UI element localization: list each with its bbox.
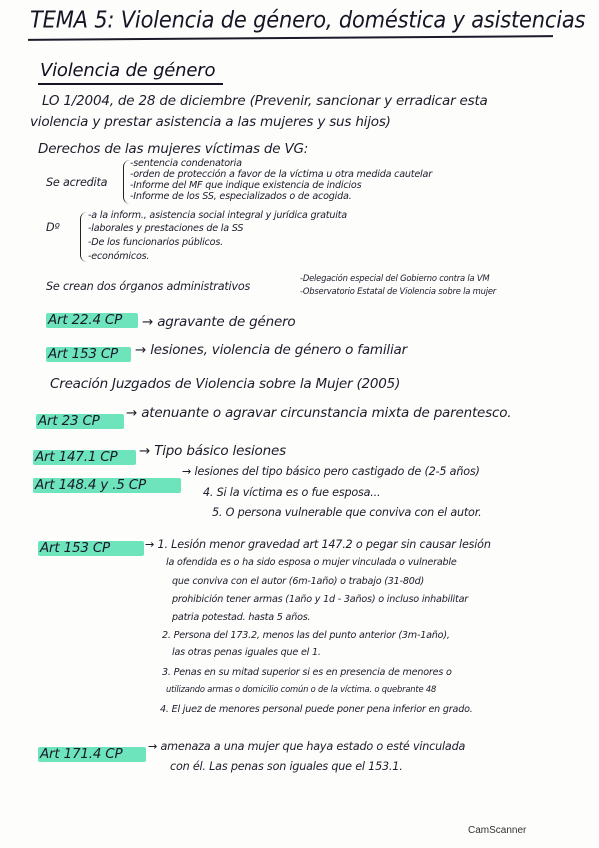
section-title-underline (38, 83, 223, 85)
art153-line: 3. Penas en su mitad superior si es en presencia de menores o (162, 667, 452, 678)
scanner-watermark: CamScanner (468, 825, 527, 836)
page-title: TEMA 5: Violencia de género, doméstica y asistencias (30, 7, 586, 33)
organos-item: -Observatorio Estatal de Violencia sobre la mujer (300, 286, 497, 296)
se-acredita-item: -orden de protección a favor de la víctima u otra medida cautelar (130, 169, 432, 180)
article-text-148-line: 4. Si la víctima es o fue esposa... (203, 486, 381, 499)
article-tag-171-4: Art 171.4 CP (40, 746, 123, 762)
derechos-brace (80, 212, 87, 262)
intro-line-1: LO 1/2004, de 28 de diciembre (Prevenir, sancionar y erradicar esta (42, 93, 488, 109)
derechos-item: -laborales y prestaciones de la SS (88, 223, 244, 234)
se-acredita-item: -sentencia condenatoria (130, 158, 242, 169)
se-acredita-item: -Informe de los SS, especializados o de acogida. (130, 191, 352, 202)
article-tag-23: Art 23 CP (38, 413, 100, 429)
organos-label: Se crean dos órganos administrativos (46, 280, 251, 293)
art153-line: 4. El juez de menores personal puede poner pena inferior en grado. (160, 704, 473, 715)
derechos-item: -De los funcionarios públicos. (88, 237, 224, 248)
article-tag-22-4: Art 22.4 CP (48, 312, 123, 328)
art153-line: prohibición tener armas (1año y 1d - 3años) o incluso inhabilitar (172, 594, 468, 605)
creacion-line: Creación Juzgados de Violencia sobre la Mujer (2005) (50, 376, 401, 392)
article-tag-147-1: Art 147.1 CP (35, 449, 118, 465)
derechos-item: -económicos. (88, 251, 150, 262)
art153-line: → 1. Lesión menor gravedad art 147.2 o pegar sin causar lesión (145, 538, 491, 551)
article-text-23: → atenuante o agravar circunstancia mixta de parentesco. (126, 405, 512, 421)
organos-item: -Delegación especial del Gobierno contra la VM (300, 273, 490, 283)
art171-line: con él. Las penas son iguales que el 153.1. (170, 760, 403, 773)
art153-line: utilizando armas o domicilio común o de la víctima. o quebrante 48 (166, 684, 437, 694)
title-underline (28, 35, 553, 41)
article-tag-153: Art 153 CP (48, 346, 118, 362)
article-text-148-line: 5. O persona vulnerable que conviva con el autor. (212, 506, 482, 519)
article-text-22-4: → agravante de género (142, 314, 296, 330)
se-acredita-brace (123, 160, 130, 204)
art153-line: las otras penas iguales que el 1. (172, 647, 321, 658)
intro-line-2: violencia y prestar asistencia a las mujeres y sus hijos) (30, 114, 391, 130)
section-title: Violencia de género (40, 60, 216, 81)
art153-line: patria potestad. hasta 5 años. (172, 612, 311, 623)
art153-line: que conviva con el autor (6m-1año) o trabajo (31-80d) (172, 576, 425, 587)
article-text-153: → lesiones, violencia de género o familiar (135, 342, 407, 358)
art153-line: 2. Persona del 173.2, menos las del punto anterior (3m-1año), (162, 630, 450, 641)
rights-heading: Derechos de las mujeres víctimas de VG: (38, 141, 309, 157)
se-acredita-label: Se acredita (46, 176, 108, 189)
article-tag-148: Art 148.4 y .5 CP (35, 477, 146, 493)
art171-line: → amenaza a una mujer que haya estado o esté vinculada (148, 740, 466, 753)
derechos-label: Dº (46, 221, 60, 234)
derechos-item: -a la inform., asistencia social integral y jurídica gratuita (88, 210, 347, 221)
se-acredita-item: -Informe del MF que indique existencia de indicios (130, 180, 362, 191)
article-text-147-1: → Tipo básico lesiones (139, 443, 286, 459)
art153-line: la ofendida es o ha sido esposa o mujer vinculada o vulnerable (166, 557, 457, 568)
article-tag-153-detail: Art 153 CP (40, 540, 110, 556)
article-text-148-line: → lesiones del tipo básico pero castigado de (2-5 años) (182, 465, 480, 478)
